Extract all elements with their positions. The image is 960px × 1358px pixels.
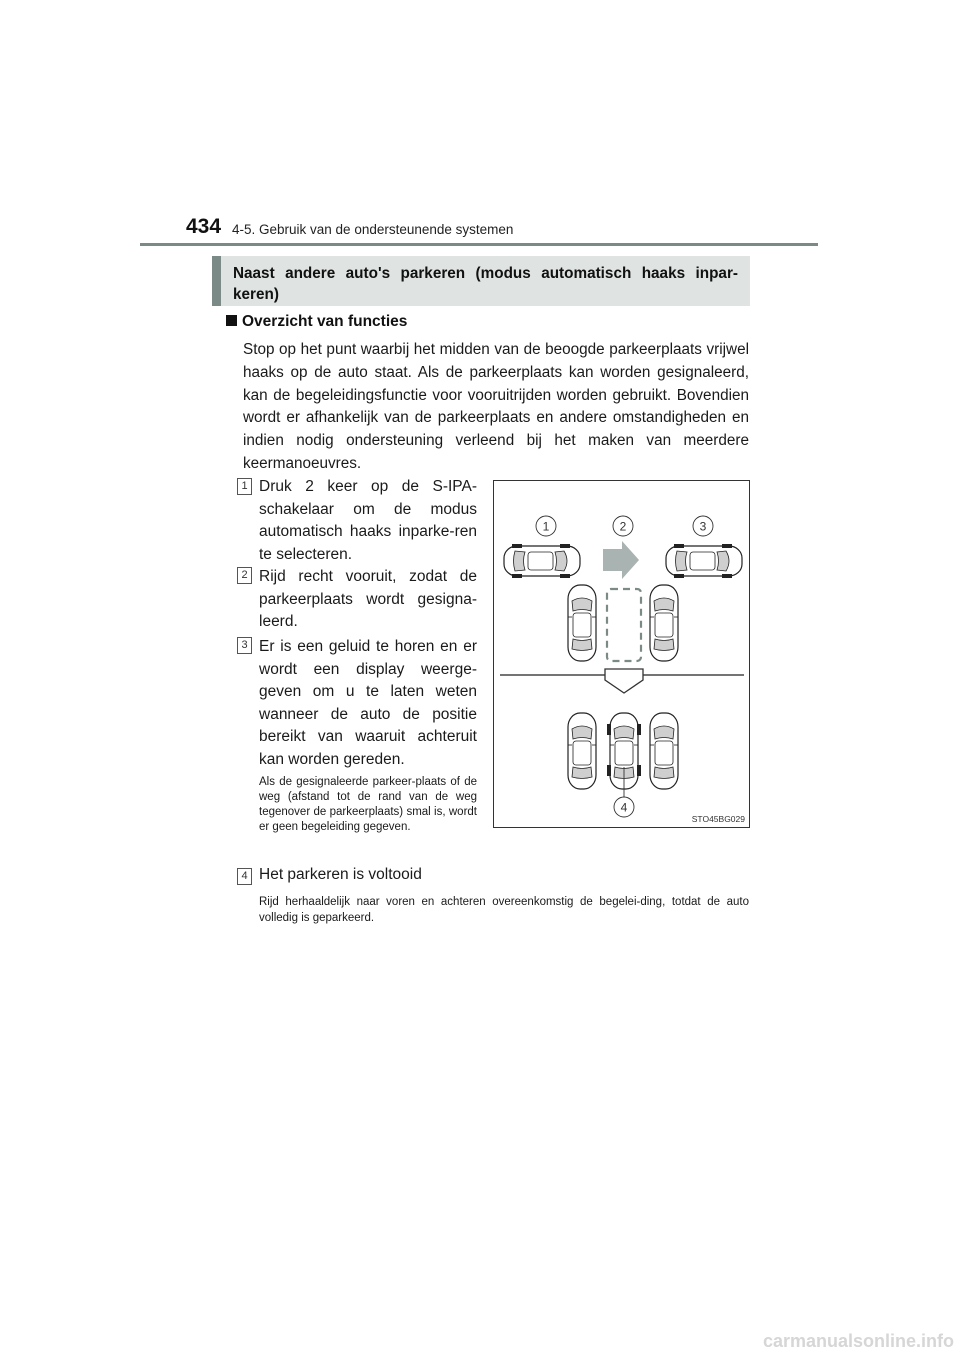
target-parking-space	[607, 589, 641, 661]
down-arrow-icon	[605, 669, 643, 693]
step-4-note: Rijd herhaaldelijk naar voren en achteren overeenkomstig de begelei-ding, totdat de auto volledig is geparkeerd.	[259, 896, 749, 924]
step-number-4: 4	[237, 868, 252, 885]
callout-2	[613, 516, 633, 536]
intro-paragraph: Stop op het punt waarbij het midden van de beoogde parkeerplaats vrijwel haaks op de auto staat. Als de parkeerplaats kan worden gesignaleerd, kan de begeleidingsfunctie voor vooruitrijden worden gebruikt. Bovendien wordt er afhankelijk van de parkeerplaats en andere omstandigheden en indien nodig ondersteuning verleend bij het maken van meerdere keermanoeuvres.	[243, 341, 749, 472]
callout-1	[536, 516, 556, 536]
callout-4-label: 4	[620, 800, 628, 815]
subheading	[226, 313, 407, 331]
square-bullet-icon	[226, 315, 237, 326]
right-arrow-icon	[603, 541, 639, 579]
parked-car-right	[650, 585, 678, 661]
callout-4	[614, 797, 634, 817]
step-3-text: Er is een geluid te horen en er wordt een display weerge-geven om u te laten weten wanneer de auto de positie bereikt van waaruit achteruit kan worden gereden.	[259, 638, 477, 768]
header-divider	[140, 243, 818, 246]
callout-3	[693, 516, 713, 536]
parked-car-left	[568, 585, 596, 661]
subheading-text: Overzicht van functies	[242, 313, 408, 330]
step-2-text: Rijd recht vooruit, zodat de parkeerplaats wordt gesigna-leerd.	[259, 568, 477, 631]
callout-2-label: 2	[619, 519, 627, 534]
car-initial-position	[504, 544, 580, 578]
section-title-box	[212, 256, 750, 306]
section-title: Naast andere auto's parkeren (modus automatisch haaks inpar-keren)	[233, 265, 738, 303]
section-breadcrumb: 4-5. Gebruik van de ondersteunende systemen	[232, 222, 514, 237]
callout-1-label: 1	[542, 519, 550, 534]
parked-car-bottom-right	[650, 713, 678, 789]
watermark: carmanualsonline.info	[762, 1331, 954, 1351]
step-3-note: Als de gesignaleerde parkeer-plaats of de weg (afstand tot de rand van de weg tegenover de parkeerplaats) smal is, wordt er geen begeleiding gegeven.	[259, 776, 477, 833]
step-number-2: 2	[237, 567, 252, 584]
figure-code: STO45BG029	[691, 814, 745, 824]
step-number-1: 1	[237, 478, 252, 495]
parking-illustration	[493, 480, 750, 828]
car-forward-position	[666, 544, 742, 578]
parked-car-bottom-left	[568, 713, 596, 789]
step-number-3: 3	[237, 637, 252, 654]
page-number: 434	[186, 215, 222, 238]
step-4-text: Het parkeren is voltooid	[259, 866, 422, 883]
parking-diagram	[494, 481, 749, 827]
callout-3-label: 3	[699, 519, 707, 534]
step-1-text: Druk 2 keer op de S-IPA-schakelaar om de modus automatisch haaks inparke-ren te selecteren.	[259, 478, 477, 563]
